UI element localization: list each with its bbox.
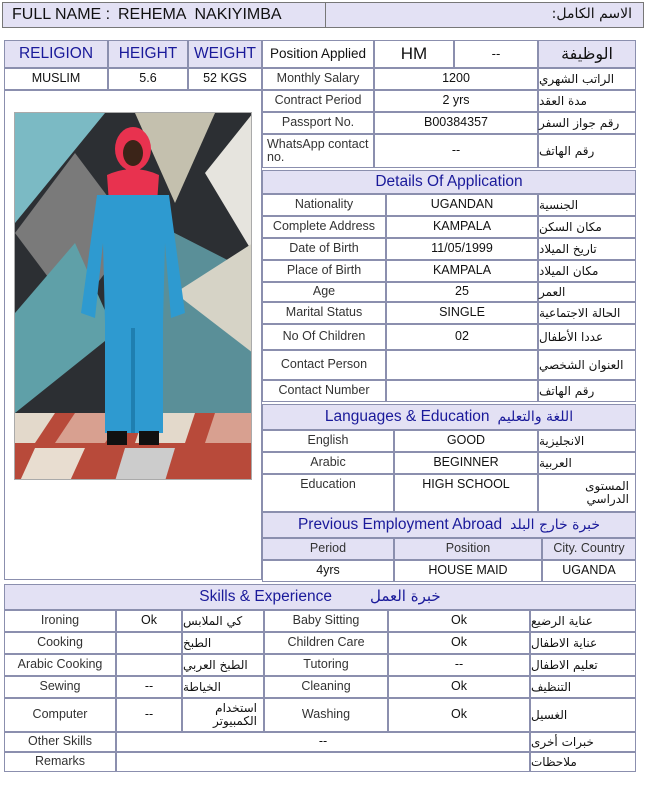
detail-row-label-ar: عددا الأطفال — [538, 324, 636, 350]
detail-row-label-ar: العمر — [538, 282, 636, 302]
employment-country-value: UGANDA — [542, 560, 636, 582]
full-name-label: FULL NAME : — [12, 6, 111, 23]
detail-row-label: Contact Number — [262, 380, 386, 402]
skill-left-value — [116, 632, 182, 654]
job-row-value: 2 yrs — [374, 90, 538, 112]
remarks-label: Remarks — [4, 752, 116, 772]
job-row-label: Passport No. — [262, 112, 374, 134]
position-applied-value: HM — [374, 40, 454, 68]
detail-row-label-ar: الحالة الاجتماعية — [538, 302, 636, 324]
skill-left-label-ar: كي الملابس — [182, 610, 264, 632]
detail-row-value: KAMPALA — [386, 216, 538, 238]
position-applied-label: Position Applied — [262, 40, 374, 68]
job-row-label: Contract Period — [262, 90, 374, 112]
religion-value: MUSLIM — [4, 68, 108, 90]
language-row-label-ar: الانجليزية — [538, 430, 636, 452]
language-row-value: HIGH SCHOOL — [394, 474, 538, 512]
full-name-value: REHEMA NAKIYIMBA — [118, 6, 282, 23]
languages-title-ar: اللغة والتعليم — [497, 408, 574, 425]
other-skills-label-ar: خبرات أخرى — [530, 732, 636, 752]
detail-row-label-ar: العنوان الشخصي — [538, 350, 636, 380]
skill-left-label-ar: الخياطة — [182, 676, 264, 698]
employment-country-header: City. Country — [542, 538, 636, 560]
other-skills-value: -- — [116, 732, 530, 752]
job-row-label-ar: رقم الهاتف — [538, 134, 636, 168]
detail-row-value — [386, 380, 538, 402]
detail-row-label: Complete Address — [262, 216, 386, 238]
skill-left-label: Sewing — [4, 676, 116, 698]
skills-title — [4, 584, 636, 610]
language-row-label-ar: العربية — [538, 452, 636, 474]
full-name-label-ar: الاسم الكامل: — [551, 6, 632, 22]
skill-right-value: Ok — [388, 632, 530, 654]
employment-period-value: 4yrs — [262, 560, 394, 582]
other-skills-label: Other Skills — [4, 732, 116, 752]
detail-row-label: Marital Status — [262, 302, 386, 324]
skill-right-label: Baby Sitting — [264, 610, 388, 632]
skill-right-value: -- — [388, 654, 530, 676]
skill-right-label-ar: التنظيف — [530, 676, 636, 698]
skill-left-value: -- — [116, 676, 182, 698]
employment-period-header: Period — [262, 538, 394, 560]
language-row-value: GOOD — [394, 430, 538, 452]
detail-row-value: UGANDAN — [386, 194, 538, 216]
skill-right-label: Tutoring — [264, 654, 388, 676]
detail-row-value — [386, 350, 538, 380]
detail-row-value: KAMPALA — [386, 260, 538, 282]
detail-row-value: SINGLE — [386, 302, 538, 324]
skill-right-label-ar: تعليم الاطفال — [530, 654, 636, 676]
position-applied-label-ar: الوظيفة — [538, 40, 636, 68]
detail-row-label: Age — [262, 282, 386, 302]
detail-row-value: 11/05/1999 — [386, 238, 538, 260]
skill-right-value: Ok — [388, 698, 530, 732]
detail-row-value: 02 — [386, 324, 538, 350]
weight-value: 52 KGS — [188, 68, 262, 90]
detail-row-label-ar: رقم الهاتف — [538, 380, 636, 402]
employment-title — [262, 512, 636, 538]
job-row-value: B00384357 — [374, 112, 538, 134]
skill-left-value: Ok — [116, 610, 182, 632]
language-row-label: Education — [262, 474, 394, 512]
skill-right-label-ar: الغسيل — [530, 698, 636, 732]
job-row-label: Monthly Salary — [262, 68, 374, 90]
detail-row-label: Place of Birth — [262, 260, 386, 282]
skill-right-label: Washing — [264, 698, 388, 732]
job-row-label: WhatsApp contact no. — [262, 134, 374, 168]
skills-title-en: Skills & Experience — [199, 587, 332, 605]
remarks-value — [116, 752, 530, 772]
job-row-value: 1200 — [374, 68, 538, 90]
employment-title-en: Previous Employment Abroad — [297, 515, 503, 533]
skill-left-value — [116, 654, 182, 676]
skill-left-label-ar: استخدام الكمبيوتر — [182, 698, 264, 732]
language-row-label-ar: المستوى الدراسي — [538, 474, 636, 512]
detail-row-label-ar: الجنسية — [538, 194, 636, 216]
skill-left-label-ar: الطبخ العربي — [182, 654, 264, 676]
detail-row-value: 25 — [386, 282, 538, 302]
detail-row-label: Date of Birth — [262, 238, 386, 260]
detail-row-label-ar: مكان الميلاد — [538, 260, 636, 282]
employment-title-ar: خبرة خارج البلد — [510, 516, 601, 533]
job-row-value: -- — [374, 134, 538, 168]
position-applied-extra: -- — [454, 40, 538, 68]
employment-position-value: HOUSE MAID — [394, 560, 542, 582]
language-row-label: English — [262, 430, 394, 452]
employment-position-header: Position — [394, 538, 542, 560]
skill-right-label: Children Care — [264, 632, 388, 654]
languages-title — [262, 404, 636, 430]
applicant-photo — [14, 112, 252, 480]
full-name-divider — [325, 2, 326, 28]
detail-row-label: No Of Children — [262, 324, 386, 350]
details-title: Details Of Application — [262, 170, 636, 194]
languages-title-en: Languages & Education — [324, 407, 490, 425]
skill-right-label: Cleaning — [264, 676, 388, 698]
skill-left-label: Ironing — [4, 610, 116, 632]
skill-right-label-ar: عناية الرضيع — [530, 610, 636, 632]
skill-right-label-ar: عناية الاطفال — [530, 632, 636, 654]
job-row-label-ar: الراتب الشهري — [538, 68, 636, 90]
remarks-label-ar: ملاحظات — [530, 752, 636, 772]
skill-left-label: Cooking — [4, 632, 116, 654]
skill-left-label: Computer — [4, 698, 116, 732]
religion-header: RELIGION — [4, 40, 108, 68]
height-value: 5.6 — [108, 68, 188, 90]
job-row-label-ar: رقم جواز السفر — [538, 112, 636, 134]
height-header: HEIGHT — [108, 40, 188, 68]
skills-title-ar: خبرة العمل — [369, 587, 441, 606]
job-row-label-ar: مدة العقد — [538, 90, 636, 112]
detail-row-label: Nationality — [262, 194, 386, 216]
skill-left-label-ar: الطبخ — [182, 632, 264, 654]
skill-left-label: Arabic Cooking — [4, 654, 116, 676]
skill-right-value: Ok — [388, 610, 530, 632]
detail-row-label: Contact Person — [262, 350, 386, 380]
language-row-label: Arabic — [262, 452, 394, 474]
weight-header: WEIGHT — [188, 40, 262, 68]
detail-row-label-ar: مكان السكن — [538, 216, 636, 238]
skill-left-value: -- — [116, 698, 182, 732]
language-row-value: BEGINNER — [394, 452, 538, 474]
detail-row-label-ar: تاريخ الميلاد — [538, 238, 636, 260]
skill-right-value: Ok — [388, 676, 530, 698]
